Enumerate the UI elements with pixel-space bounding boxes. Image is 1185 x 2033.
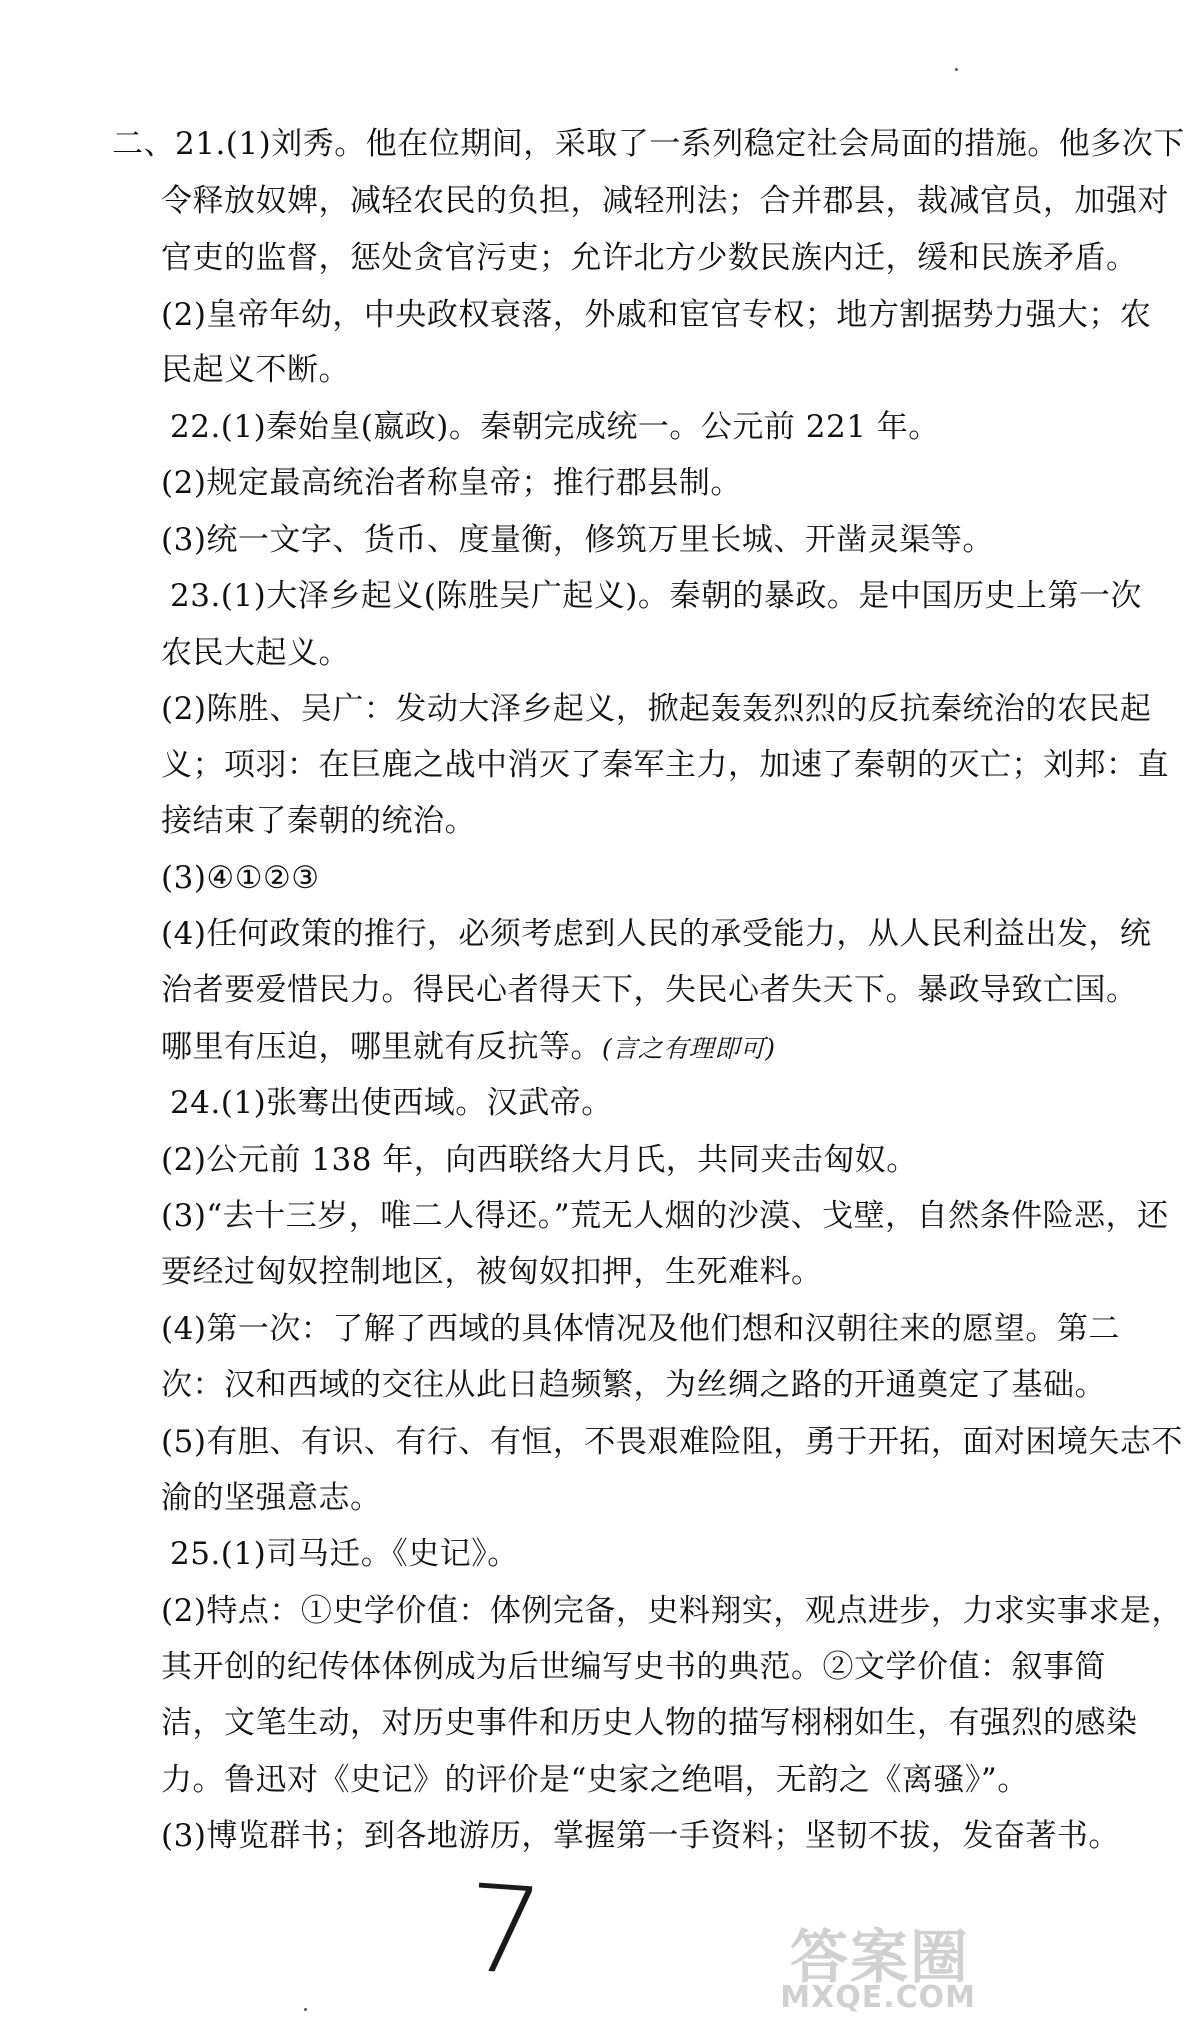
watermark-url: MXQE.COM	[780, 1980, 976, 2015]
answer-line: 次：汉和西域的交往从此日趋频繁，为丝绸之路的开通奠定了基础。	[161, 1367, 1106, 1403]
answer-line: 洁，文笔生动，对历史事件和历史人物的描写栩栩如生，有强烈的感染	[161, 1705, 1138, 1741]
scan-speck	[304, 2008, 307, 2011]
answer-line: 民起义不断。	[161, 352, 350, 388]
answer-line: (3)博览群书；到各地游历，掌握第一手资料；坚韧不拔，发奋著书。	[161, 1818, 1120, 1854]
answer-line: 令释放奴婢，减轻农民的负担，减轻刑法；合并郡县，裁减官员，加强对	[161, 183, 1169, 219]
answer-line: (2)公元前 138 年，向西联络大月氏，共同夹击匈奴。	[161, 1142, 918, 1178]
answer-line: (4)任何政策的推行，必须考虑到人民的承受能力，从人民利益出发，统	[161, 916, 1152, 952]
answer-line: 23.(1)大泽乡起义(陈胜吴广起义)。秦朝的暴政。是中国历史上第一次	[170, 578, 1142, 614]
answer-line: 要经过匈奴控制地区，被匈奴扣押，生死难料。	[161, 1254, 823, 1290]
answer-line-with-note	[161, 1027, 776, 1069]
answer-line: (5)有胆、有识、有行、有恒，不畏艰难险阻，勇于开拓，面对困境矢志不	[161, 1424, 1183, 1460]
answer-line: 25.(1)司马迁。《史记》。	[170, 1536, 519, 1572]
answer-line: (2)陈胜、吴广：发动大泽乡起义，掀起轰轰烈烈的反抗秦统治的农民起	[161, 691, 1152, 727]
scan-speck	[955, 68, 958, 71]
answer-line: 农民大起义。	[161, 635, 350, 671]
answer-line: 24.(1)张骞出使西域。汉武帝。	[170, 1085, 613, 1121]
answer-line: (2)特点：①史学价值：体例完备，史料翔实，观点进步，力求实事求是，	[161, 1593, 1183, 1629]
answer-text: 哪里有压迫，哪里就有反抗等。	[161, 1029, 602, 1065]
answer-line: 其开创的纪传体体例成为后世编写史书的典范。②文学价值：叙事简	[161, 1649, 1106, 1685]
answer-line: 治者要爱惜民力。得民心者得天下，失民心者失天下。暴政导致亡国。	[161, 972, 1138, 1008]
answer-line: (4)第一次：了解了西域的具体情况及他们想和汉朝往来的愿望。第二	[161, 1311, 1120, 1347]
grading-note: (言之有理即可)	[602, 1034, 776, 1063]
answer-line: 22.(1)秦始皇(嬴政)。秦朝完成统一。公元前 221 年。	[170, 409, 940, 445]
answer-line: (3)④①②③	[161, 860, 320, 896]
answer-line: 二、21.(1)刘秀。他在位期间，采取了一系列稳定社会局面的措施。他多次下	[112, 126, 1185, 162]
answer-line: 义；项羽：在巨鹿之战中消灭了秦军主力，加速了秦朝的灭亡；刘邦：直	[161, 747, 1169, 783]
answer-line: 力。鲁迅对《史记》的评价是“史家之绝唱，无韵之《离骚》”。	[161, 1762, 1029, 1798]
answer-line: 官吏的监督，惩处贪官污吏；允许北方少数民族内迁，缓和民族矛盾。	[161, 240, 1138, 276]
answer-line: (2)规定最高统治者称皇帝；推行郡县制。	[161, 465, 742, 501]
handwritten-page-number: 7	[461, 1859, 548, 2004]
answer-line: 接结束了秦朝的统治。	[161, 803, 476, 839]
answer-line: (3)统一文字、货币、度量衡，修筑万里长城、开凿灵渠等。	[161, 522, 994, 558]
watermark-logo-text: 答案圈	[789, 1923, 970, 1991]
answer-line: (2)皇帝年幼，中央政权衰落，外戚和宦官专权；地方割据势力强大；农	[161, 297, 1152, 333]
site-watermark	[738, 1896, 988, 2031]
answer-line: 渝的坚强意志。	[161, 1480, 382, 1516]
answer-line: (3)“去十三岁，唯二人得还。”荒无人烟的沙漠、戈壁，自然条件险恶，还	[161, 1198, 1169, 1234]
